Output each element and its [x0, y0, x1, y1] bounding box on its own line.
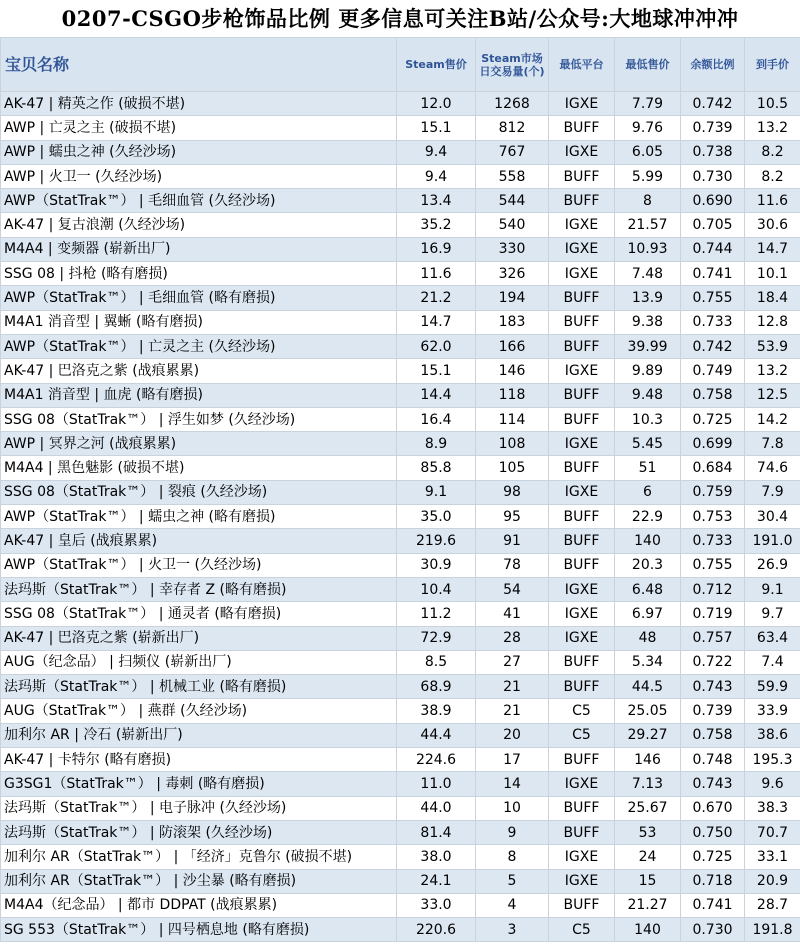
- cell-steam-price: 11.6: [397, 262, 476, 286]
- cell-ratio: 0.730: [681, 164, 745, 188]
- cell-low-price: 29.27: [615, 723, 681, 747]
- table-row: [1, 845, 800, 869]
- header-platform: 最低平台: [549, 38, 615, 92]
- cell-platform: IGXE: [549, 359, 615, 383]
- cell-net: 8.2: [745, 140, 800, 164]
- cell-steam-price: 38.0: [397, 845, 476, 869]
- cell-name: AWP（StatTrak™） | 火卫一 (久经沙场): [1, 553, 397, 577]
- cell-volume: 10: [476, 796, 549, 820]
- header-volume: Steam市场日交易量(个): [476, 38, 549, 92]
- cell-name: SSG 08（StatTrak™） | 通灵者 (略有磨损): [1, 602, 397, 626]
- page-title: 0207-CSGO步枪饰品比例 更多信息可关注B站/公众号:大地球冲冲冲: [61, 6, 739, 31]
- table-row: [1, 505, 800, 529]
- cell-net: 38.3: [745, 796, 800, 820]
- cell-steam-price: 16.9: [397, 237, 476, 261]
- cell-low-price: 9.38: [615, 310, 681, 334]
- cell-low-price: 20.3: [615, 553, 681, 577]
- cell-ratio: 0.748: [681, 748, 745, 772]
- cell-net: 7.9: [745, 480, 800, 504]
- cell-platform: BUFF: [549, 675, 615, 699]
- cell-volume: 4: [476, 893, 549, 917]
- table-row: [1, 213, 800, 237]
- cell-low-price: 22.9: [615, 505, 681, 529]
- cell-ratio: 0.719: [681, 602, 745, 626]
- cell-steam-price: 15.1: [397, 359, 476, 383]
- cell-ratio: 0.743: [681, 772, 745, 796]
- cell-volume: 14: [476, 772, 549, 796]
- table-row: [1, 869, 800, 893]
- cell-name: G3SG1（StatTrak™） | 毒刺 (略有磨损): [1, 772, 397, 796]
- cell-ratio: 0.757: [681, 626, 745, 650]
- cell-net: 14.2: [745, 407, 800, 431]
- cell-platform: BUFF: [549, 529, 615, 553]
- cell-platform: C5: [549, 699, 615, 723]
- cell-volume: 17: [476, 748, 549, 772]
- cell-steam-price: 68.9: [397, 675, 476, 699]
- table-row: [1, 189, 800, 213]
- cell-platform: IGXE: [549, 626, 615, 650]
- cell-steam-price: 10.4: [397, 577, 476, 601]
- cell-net: 70.7: [745, 820, 800, 844]
- cell-ratio: 0.733: [681, 529, 745, 553]
- cell-low-price: 25.67: [615, 796, 681, 820]
- cell-steam-price: 15.1: [397, 116, 476, 140]
- cell-platform: IGXE: [549, 262, 615, 286]
- cell-name: AWP（StatTrak™） | 毛细血管 (久经沙场): [1, 189, 397, 213]
- cell-ratio: 0.684: [681, 456, 745, 480]
- cell-low-price: 53: [615, 820, 681, 844]
- cell-steam-price: 38.9: [397, 699, 476, 723]
- cell-volume: 78: [476, 553, 549, 577]
- cell-ratio: 0.725: [681, 845, 745, 869]
- cell-low-price: 5.99: [615, 164, 681, 188]
- cell-low-price: 44.5: [615, 675, 681, 699]
- cell-name: AWP | 冥界之河 (战痕累累): [1, 432, 397, 456]
- cell-name: AK-47 | 精英之作 (破损不堪): [1, 92, 397, 116]
- cell-net: 12.8: [745, 310, 800, 334]
- cell-net: 9.7: [745, 602, 800, 626]
- cell-platform: BUFF: [549, 407, 615, 431]
- cell-net: 13.2: [745, 116, 800, 140]
- cell-net: 8.2: [745, 164, 800, 188]
- cell-low-price: 24: [615, 845, 681, 869]
- cell-volume: 91: [476, 529, 549, 553]
- cell-name: AWP | 蠕虫之神 (久经沙场): [1, 140, 397, 164]
- cell-ratio: 0.758: [681, 723, 745, 747]
- cell-ratio: 0.738: [681, 140, 745, 164]
- table-row: [1, 407, 800, 431]
- cell-name: 法玛斯（StatTrak™） | 机械工业 (略有磨损): [1, 675, 397, 699]
- cell-name: AWP | 火卫一 (久经沙场): [1, 164, 397, 188]
- cell-net: 195.3: [745, 748, 800, 772]
- cell-steam-price: 9.4: [397, 140, 476, 164]
- cell-volume: 5: [476, 869, 549, 893]
- cell-volume: 108: [476, 432, 549, 456]
- cell-low-price: 51: [615, 456, 681, 480]
- cell-steam-price: 33.0: [397, 893, 476, 917]
- cell-name: M4A1 消音型 | 血虎 (略有磨损): [1, 383, 397, 407]
- cell-low-price: 21.27: [615, 893, 681, 917]
- cell-steam-price: 21.2: [397, 286, 476, 310]
- cell-net: 12.5: [745, 383, 800, 407]
- cell-net: 28.7: [745, 893, 800, 917]
- cell-name: AK-47 | 皇后 (战痕累累): [1, 529, 397, 553]
- cell-ratio: 0.744: [681, 237, 745, 261]
- table-row: [1, 675, 800, 699]
- cell-volume: 8: [476, 845, 549, 869]
- cell-volume: 540: [476, 213, 549, 237]
- cell-steam-price: 13.4: [397, 189, 476, 213]
- cell-net: 33.1: [745, 845, 800, 869]
- cell-net: 20.9: [745, 869, 800, 893]
- table-row: [1, 626, 800, 650]
- cell-net: 26.9: [745, 553, 800, 577]
- cell-ratio: 0.718: [681, 869, 745, 893]
- cell-platform: IGXE: [549, 577, 615, 601]
- cell-ratio: 0.712: [681, 577, 745, 601]
- cell-volume: 20: [476, 723, 549, 747]
- cell-steam-price: 81.4: [397, 820, 476, 844]
- cell-volume: 194: [476, 286, 549, 310]
- cell-steam-price: 16.4: [397, 407, 476, 431]
- cell-platform: BUFF: [549, 310, 615, 334]
- cell-platform: IGXE: [549, 869, 615, 893]
- table-row: [1, 140, 800, 164]
- cell-low-price: 13.9: [615, 286, 681, 310]
- cell-name: AWP（StatTrak™） | 蠕虫之神 (略有磨损): [1, 505, 397, 529]
- cell-net: 33.9: [745, 699, 800, 723]
- cell-net: 191.8: [745, 918, 800, 942]
- header-steam-price: Steam售价: [397, 38, 476, 92]
- table-row: [1, 456, 800, 480]
- cell-low-price: 140: [615, 529, 681, 553]
- cell-low-price: 6.48: [615, 577, 681, 601]
- cell-net: 74.6: [745, 456, 800, 480]
- table-row: [1, 164, 800, 188]
- table-row: [1, 577, 800, 601]
- cell-name: 法玛斯（StatTrak™） | 电子脉冲 (久经沙场): [1, 796, 397, 820]
- cell-low-price: 7.48: [615, 262, 681, 286]
- cell-platform: IGXE: [549, 432, 615, 456]
- cell-name: AUG（纪念品） | 扫频仪 (崭新出厂): [1, 650, 397, 674]
- cell-low-price: 15: [615, 869, 681, 893]
- cell-volume: 326: [476, 262, 549, 286]
- cell-volume: 9: [476, 820, 549, 844]
- cell-platform: BUFF: [549, 553, 615, 577]
- cell-platform: IGXE: [549, 140, 615, 164]
- cell-low-price: 146: [615, 748, 681, 772]
- cell-ratio: 0.699: [681, 432, 745, 456]
- header-low-price: 最低售价: [615, 38, 681, 92]
- cell-platform: BUFF: [549, 334, 615, 358]
- table-row: [1, 92, 800, 116]
- cell-ratio: 0.741: [681, 893, 745, 917]
- cell-platform: BUFF: [549, 456, 615, 480]
- cell-volume: 105: [476, 456, 549, 480]
- table-row: [1, 748, 800, 772]
- cell-platform: BUFF: [549, 893, 615, 917]
- table-row: [1, 772, 800, 796]
- cell-name: AK-47 | 巴洛克之紫 (崭新出厂): [1, 626, 397, 650]
- header-name: 宝贝名称: [1, 38, 397, 92]
- cell-steam-price: 14.4: [397, 383, 476, 407]
- cell-platform: C5: [549, 918, 615, 942]
- cell-platform: IGXE: [549, 772, 615, 796]
- table-row: [1, 529, 800, 553]
- cell-ratio: 0.755: [681, 286, 745, 310]
- cell-low-price: 9.48: [615, 383, 681, 407]
- cell-name: SSG 08 | 抖枪 (略有磨损): [1, 262, 397, 286]
- table-row: [1, 893, 800, 917]
- cell-net: 14.7: [745, 237, 800, 261]
- cell-ratio: 0.690: [681, 189, 745, 213]
- cell-platform: BUFF: [549, 796, 615, 820]
- cell-low-price: 5.45: [615, 432, 681, 456]
- table-row: [1, 820, 800, 844]
- header-net: 到手价: [745, 38, 800, 92]
- cell-net: 13.2: [745, 359, 800, 383]
- cell-name: AWP（StatTrak™） | 毛细血管 (略有磨损): [1, 286, 397, 310]
- cell-platform: BUFF: [549, 164, 615, 188]
- cell-steam-price: 44.0: [397, 796, 476, 820]
- cell-volume: 1268: [476, 92, 549, 116]
- cell-ratio: 0.741: [681, 262, 745, 286]
- cell-name: SSG 08（StatTrak™） | 浮生如梦 (久经沙场): [1, 407, 397, 431]
- cell-low-price: 140: [615, 918, 681, 942]
- cell-net: 11.6: [745, 189, 800, 213]
- cell-net: 63.4: [745, 626, 800, 650]
- cell-ratio: 0.755: [681, 553, 745, 577]
- table-row: [1, 553, 800, 577]
- cell-steam-price: 72.9: [397, 626, 476, 650]
- cell-ratio: 0.722: [681, 650, 745, 674]
- cell-name: AWP | 亡灵之主 (破损不堪): [1, 116, 397, 140]
- cell-steam-price: 24.1: [397, 869, 476, 893]
- cell-name: SSG 08（StatTrak™） | 裂痕 (久经沙场): [1, 480, 397, 504]
- cell-volume: 544: [476, 189, 549, 213]
- cell-steam-price: 8.9: [397, 432, 476, 456]
- cell-volume: 21: [476, 675, 549, 699]
- table-row: [1, 432, 800, 456]
- cell-platform: BUFF: [549, 286, 615, 310]
- cell-platform: BUFF: [549, 116, 615, 140]
- cell-volume: 41: [476, 602, 549, 626]
- cell-name: AK-47 | 巴洛克之紫 (战痕累累): [1, 359, 397, 383]
- cell-low-price: 6.97: [615, 602, 681, 626]
- cell-net: 10.5: [745, 92, 800, 116]
- cell-steam-price: 11.2: [397, 602, 476, 626]
- cell-net: 59.9: [745, 675, 800, 699]
- cell-name: M4A4（纪念品） | 都市 DDPAT (战痕累累): [1, 893, 397, 917]
- table-row: [1, 286, 800, 310]
- cell-steam-price: 219.6: [397, 529, 476, 553]
- cell-volume: 118: [476, 383, 549, 407]
- cell-platform: C5: [549, 723, 615, 747]
- cell-low-price: 9.89: [615, 359, 681, 383]
- cell-net: 7.8: [745, 432, 800, 456]
- cell-name: AWP（StatTrak™） | 亡灵之主 (久经沙场): [1, 334, 397, 358]
- cell-name: 法玛斯（StatTrak™） | 防滚架 (久经沙场): [1, 820, 397, 844]
- cell-volume: 166: [476, 334, 549, 358]
- cell-net: 38.6: [745, 723, 800, 747]
- table-row: [1, 796, 800, 820]
- cell-platform: IGXE: [549, 480, 615, 504]
- cell-net: 18.4: [745, 286, 800, 310]
- cell-volume: 3: [476, 918, 549, 942]
- cell-ratio: 0.750: [681, 820, 745, 844]
- cell-low-price: 48: [615, 626, 681, 650]
- cell-steam-price: 30.9: [397, 553, 476, 577]
- table-row: [1, 359, 800, 383]
- cell-low-price: 6.05: [615, 140, 681, 164]
- cell-net: 30.4: [745, 505, 800, 529]
- cell-volume: 812: [476, 116, 549, 140]
- cell-platform: IGXE: [549, 237, 615, 261]
- cell-ratio: 0.749: [681, 359, 745, 383]
- cell-low-price: 7.79: [615, 92, 681, 116]
- cell-net: 191.0: [745, 529, 800, 553]
- cell-ratio: 0.742: [681, 334, 745, 358]
- cell-net: 30.6: [745, 213, 800, 237]
- cell-volume: 27: [476, 650, 549, 674]
- table-row: [1, 723, 800, 747]
- cell-ratio: 0.733: [681, 310, 745, 334]
- cell-ratio: 0.670: [681, 796, 745, 820]
- table-row: [1, 602, 800, 626]
- cell-steam-price: 85.8: [397, 456, 476, 480]
- cell-ratio: 0.759: [681, 480, 745, 504]
- table-row: [1, 383, 800, 407]
- cell-platform: BUFF: [549, 820, 615, 844]
- cell-steam-price: 44.4: [397, 723, 476, 747]
- price-ratio-table: [0, 37, 800, 942]
- cell-ratio: 0.739: [681, 116, 745, 140]
- cell-ratio: 0.743: [681, 675, 745, 699]
- cell-steam-price: 12.0: [397, 92, 476, 116]
- cell-ratio: 0.739: [681, 699, 745, 723]
- cell-volume: 54: [476, 577, 549, 601]
- cell-low-price: 21.57: [615, 213, 681, 237]
- cell-steam-price: 11.0: [397, 772, 476, 796]
- cell-steam-price: 62.0: [397, 334, 476, 358]
- table-header-row: [1, 38, 800, 92]
- cell-platform: BUFF: [549, 748, 615, 772]
- table-row: [1, 310, 800, 334]
- table-row: [1, 262, 800, 286]
- cell-platform: BUFF: [549, 650, 615, 674]
- header-ratio: 余额比例: [681, 38, 745, 92]
- cell-ratio: 0.753: [681, 505, 745, 529]
- cell-volume: 767: [476, 140, 549, 164]
- cell-steam-price: 35.2: [397, 213, 476, 237]
- cell-volume: 558: [476, 164, 549, 188]
- cell-platform: IGXE: [549, 92, 615, 116]
- cell-volume: 114: [476, 407, 549, 431]
- cell-ratio: 0.730: [681, 918, 745, 942]
- cell-volume: 21: [476, 699, 549, 723]
- cell-low-price: 10.3: [615, 407, 681, 431]
- table-row: [1, 237, 800, 261]
- cell-platform: IGXE: [549, 602, 615, 626]
- cell-platform: BUFF: [549, 189, 615, 213]
- table-row: [1, 650, 800, 674]
- cell-net: 53.9: [745, 334, 800, 358]
- cell-steam-price: 14.7: [397, 310, 476, 334]
- table-row: [1, 116, 800, 140]
- cell-name: 法玛斯（StatTrak™） | 幸存者 Z (略有磨损): [1, 577, 397, 601]
- cell-low-price: 7.13: [615, 772, 681, 796]
- cell-volume: 146: [476, 359, 549, 383]
- cell-platform: IGXE: [549, 845, 615, 869]
- cell-name: AK-47 | 复古浪潮 (久经沙场): [1, 213, 397, 237]
- cell-steam-price: 9.4: [397, 164, 476, 188]
- cell-name: AUG（StatTrak™） | 燕群 (久经沙场): [1, 699, 397, 723]
- cell-low-price: 25.05: [615, 699, 681, 723]
- cell-name: M4A4 | 黑色魅影 (破损不堪): [1, 456, 397, 480]
- table-row: [1, 480, 800, 504]
- cell-ratio: 0.742: [681, 92, 745, 116]
- cell-ratio: 0.758: [681, 383, 745, 407]
- cell-low-price: 8: [615, 189, 681, 213]
- cell-volume: 95: [476, 505, 549, 529]
- table-row: [1, 699, 800, 723]
- cell-low-price: 39.99: [615, 334, 681, 358]
- cell-low-price: 5.34: [615, 650, 681, 674]
- cell-platform: BUFF: [549, 505, 615, 529]
- cell-net: 10.1: [745, 262, 800, 286]
- cell-volume: 98: [476, 480, 549, 504]
- cell-steam-price: 35.0: [397, 505, 476, 529]
- cell-name: 加利尔 AR（StatTrak™） | 沙尘暴 (略有磨损): [1, 869, 397, 893]
- cell-steam-price: 224.6: [397, 748, 476, 772]
- cell-name: 加利尔 AR | 冷石 (崭新出厂): [1, 723, 397, 747]
- cell-net: 9.6: [745, 772, 800, 796]
- cell-name: M4A4 | 变频器 (崭新出厂): [1, 237, 397, 261]
- table-row: [1, 334, 800, 358]
- cell-steam-price: 220.6: [397, 918, 476, 942]
- cell-platform: BUFF: [549, 383, 615, 407]
- cell-name: SG 553（StatTrak™） | 四号栖息地 (略有磨损): [1, 918, 397, 942]
- cell-name: AK-47 | 卡特尔 (略有磨损): [1, 748, 397, 772]
- table-body: [1, 92, 800, 942]
- cell-volume: 28: [476, 626, 549, 650]
- cell-steam-price: 8.5: [397, 650, 476, 674]
- table-row: [1, 918, 800, 942]
- cell-low-price: 6: [615, 480, 681, 504]
- cell-net: 7.4: [745, 650, 800, 674]
- cell-net: 9.1: [745, 577, 800, 601]
- cell-volume: 330: [476, 237, 549, 261]
- cell-name: M4A1 消音型 | 翼蜥 (略有磨损): [1, 310, 397, 334]
- cell-name: 加利尔 AR（StatTrak™） | 「经济」克鲁尔 (破损不堪): [1, 845, 397, 869]
- cell-low-price: 10.93: [615, 237, 681, 261]
- cell-volume: 183: [476, 310, 549, 334]
- cell-ratio: 0.705: [681, 213, 745, 237]
- cell-platform: IGXE: [549, 213, 615, 237]
- cell-low-price: 9.76: [615, 116, 681, 140]
- cell-steam-price: 9.1: [397, 480, 476, 504]
- cell-ratio: 0.725: [681, 407, 745, 431]
